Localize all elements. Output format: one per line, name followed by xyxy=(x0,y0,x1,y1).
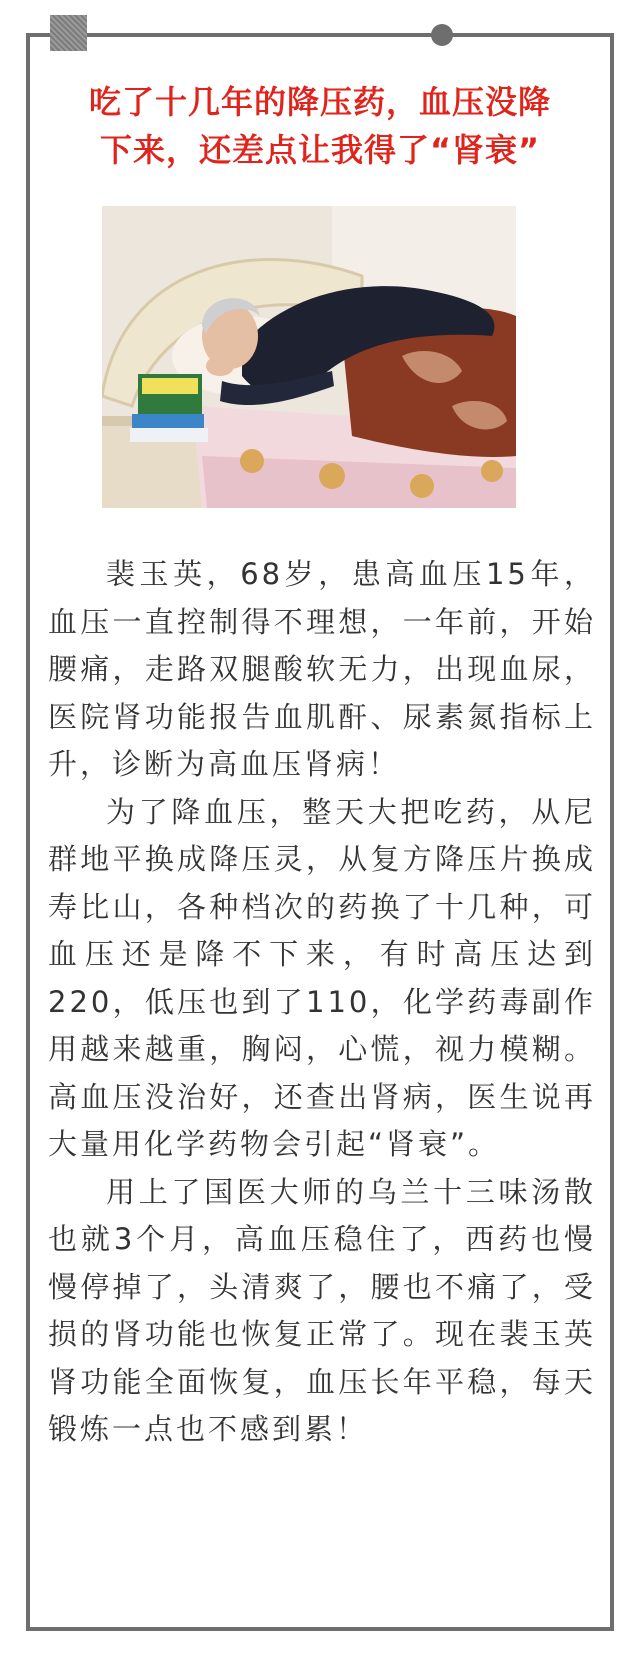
article-title xyxy=(60,78,580,174)
title-line-2: 下来，还差点让我得了“肾衰” xyxy=(99,131,541,169)
corner-dot-decoration xyxy=(431,24,453,46)
article-body xyxy=(48,551,596,1454)
paragraph: 用上了国医大师的乌兰十三味汤散也就3个月，高血压稳住了，西药也慢慢停掉了，头清爽了，腰也不痛了，受损的肾功能也恢复正常了。现在裴玉英肾功能全面恢复，血压长年平稳，每天锻炼一点也不感到累！ xyxy=(48,1174,596,1446)
paragraph: 为了降血压，整天大把吃药，从尼群地平换成降压灵，从复方降压片换成寿比山，各种档次的药换了十几种，可血压还是降不下来，有时高压达到220，低压也到了110，化学药毒副作用越来越重，胸闷，心慌，视力模糊。高血压没治好，还查出肾病，医生说再大量用化学药物会引起“肾衰”。 xyxy=(48,794,596,1161)
patient-photo xyxy=(102,206,516,508)
patient-photo-illustration xyxy=(102,206,516,508)
title-line-1: 吃了十几年的降压药，血压没降 xyxy=(88,83,551,121)
corner-square-decoration xyxy=(50,15,87,51)
paragraph: 裴玉英，68岁，患高血压15年，血压一直控制得不理想，一年前，开始腰痛，走路双腿酸软无力，出现血尿，医院肾功能报告血肌酐、尿素氮指标上升，诊断为高血压肾病！ xyxy=(48,557,596,781)
